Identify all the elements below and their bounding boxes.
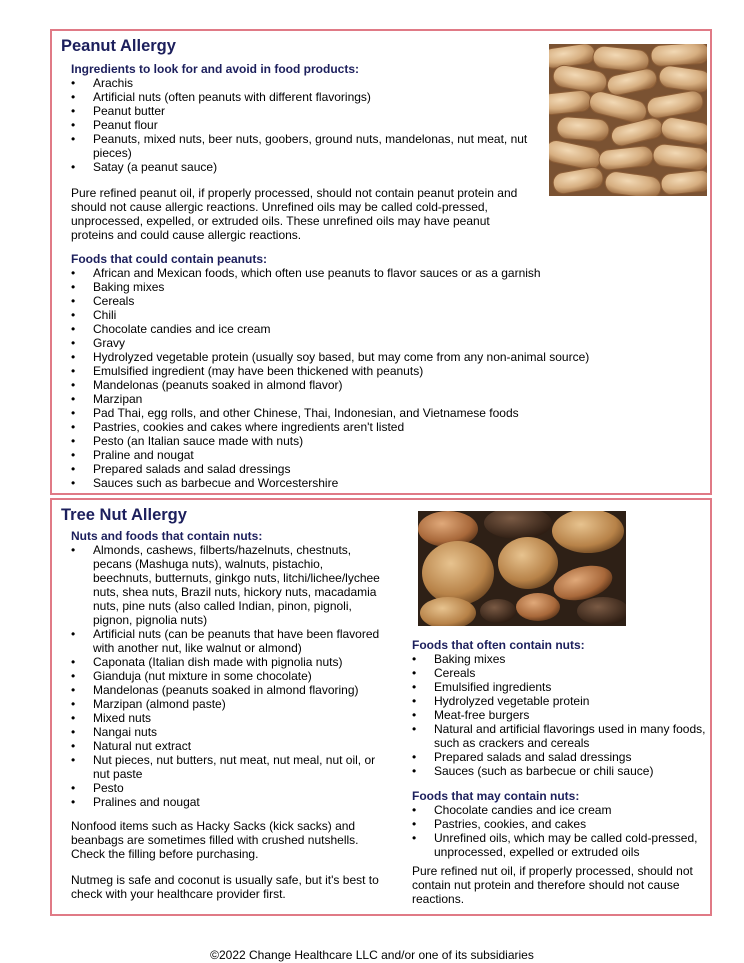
list-item: • Caponata (Italian dish made with pignolia nuts) (71, 655, 381, 669)
list-item: • African and Mexican foods, which often use peanuts to flavor sauces or as a garnish (71, 266, 691, 280)
tree-nut-allergy-section (50, 498, 712, 916)
often-contain-list (412, 652, 707, 778)
list-item: • Sauces such as barbecue and Worcestershire (71, 476, 691, 490)
tree-nut-title: Tree Nut Allergy (61, 506, 187, 524)
list-item: • Nangai nuts (71, 725, 381, 739)
peanut-foods-heading: Foods that could contain peanuts: (71, 252, 267, 266)
list-item: • Mandelonas (peanuts soaked in almond flavor) (71, 378, 691, 392)
peanuts-photo (549, 44, 707, 196)
list-item: • Cereals (412, 666, 707, 680)
list-item: • Unrefined oils, which may be called cold-pressed, unprocessed, expelled or extruded oils (412, 831, 707, 859)
list-item: • Hydrolyzed vegetable protein (usually soy based, but may come from any non-animal source) (71, 350, 691, 364)
list-item: • Pastries, cookies, and cakes (412, 817, 707, 831)
list-item: • Praline and nougat (71, 448, 691, 462)
list-item: • Sauces (such as barbecue or chili sauce) (412, 764, 707, 778)
mixed-nuts-photo (418, 511, 626, 626)
nut-oil-note: Pure refined nut oil, if properly processed, should not contain nut protein and therefore should not cause reactions. (412, 864, 693, 906)
list-item: • Baking mixes (71, 280, 691, 294)
list-item: • Almonds, cashews, filberts/hazelnuts, chestnuts, pecans (Mashuga nuts), walnuts, pistachio, beechnuts, butternuts, ginkgo nuts, litchi/lichee/lychee nuts, shea nuts, Brazil nuts, hickory nuts, macadamia nuts, pine nuts (also called Indian, pinon, pignoli, pignon, pignolia nuts) (71, 543, 381, 627)
list-item: • Chili (71, 308, 691, 322)
list-item: • Peanut flour (71, 118, 531, 132)
list-item: • Baking mixes (412, 652, 707, 666)
list-item: • Prepared salads and salad dressings (412, 750, 707, 764)
peanut-ingredients-heading: Ingredients to look for and avoid in food products: (71, 62, 359, 76)
list-item: • Emulsified ingredient (may have been thickened with peanuts) (71, 364, 691, 378)
list-item: • Gravy (71, 336, 691, 350)
list-item: • Peanuts, mixed nuts, beer nuts, goobers, ground nuts, mandelonas, nut meat, nut pieces) (71, 132, 531, 160)
tree-nut-nuts-list (71, 543, 381, 809)
peanut-ingredients-list (71, 76, 531, 174)
list-item: • Pastries, cookies and cakes where ingredients aren't listed (71, 420, 691, 434)
may-contain-list (412, 803, 707, 859)
may-contain-heading: Foods that may contain nuts: (412, 789, 580, 803)
copyright-footer: ©2022 Change Healthcare LLC and/or one of its subsidiaries (210, 948, 534, 962)
list-item: • Pesto (71, 781, 381, 795)
nutmeg-note: Nutmeg is safe and coconut is usually safe, but it's best to check with your healthcare provider first. (71, 873, 379, 901)
list-item: • Mandelonas (peanuts soaked in almond flavoring) (71, 683, 381, 697)
often-contain-heading: Foods that often contain nuts: (412, 638, 585, 652)
tree-nut-nuts-heading: Nuts and foods that contain nuts: (71, 529, 263, 543)
list-item: • Peanut butter (71, 104, 531, 118)
list-item: • Arachis (71, 76, 531, 90)
list-item: • Mixed nuts (71, 711, 381, 725)
list-item: • Gianduja (nut mixture in some chocolate) (71, 669, 381, 683)
peanut-foods-list (71, 266, 691, 490)
mixed-nuts-image (418, 511, 626, 626)
peanut-oil-note: Pure refined peanut oil, if properly processed, should not contain peanut protein and should not cause allergic reactions. Unrefined oils may be called cold-pressed, unprocessed, expelled, or extruded oils. These unrefined oils may have peanut proteins and could cause allergic reactions. (71, 186, 518, 242)
list-item: • Cereals (71, 294, 691, 308)
nonfood-note: Nonfood items such as Hacky Sacks (kick sacks) and beanbags are sometimes filled with crushed nutshells. Check the filling before purchasing. (71, 819, 359, 861)
list-item: • Meat-free burgers (412, 708, 707, 722)
list-item: • Nut pieces, nut butters, nut meat, nut meal, nut oil, or nut paste (71, 753, 381, 781)
list-item: • Pralines and nougat (71, 795, 381, 809)
peanut-allergy-section (50, 29, 712, 495)
list-item: • Hydrolyzed vegetable protein (412, 694, 707, 708)
list-item: • Chocolate candies and ice cream (412, 803, 707, 817)
list-item: • Pesto (an Italian sauce made with nuts) (71, 434, 691, 448)
peanuts-image (549, 44, 707, 196)
list-item: • Satay (a peanut sauce) (71, 160, 531, 174)
list-item: • Chocolate candies and ice cream (71, 322, 691, 336)
list-item: • Prepared salads and salad dressings (71, 462, 691, 476)
list-item: • Marzipan (almond paste) (71, 697, 381, 711)
list-item: • Artificial nuts (can be peanuts that have been flavored with another nut, like walnut or almond) (71, 627, 381, 655)
list-item: • Marzipan (71, 392, 691, 406)
list-item: • Natural and artificial flavorings used in many foods, such as crackers and cereals (412, 722, 707, 750)
peanut-title: Peanut Allergy (61, 37, 176, 55)
list-item: • Natural nut extract (71, 739, 381, 753)
list-item: • Pad Thai, egg rolls, and other Chinese, Thai, Indonesian, and Vietnamese foods (71, 406, 691, 420)
list-item: • Artificial nuts (often peanuts with different flavorings) (71, 90, 531, 104)
list-item: • Emulsified ingredients (412, 680, 707, 694)
